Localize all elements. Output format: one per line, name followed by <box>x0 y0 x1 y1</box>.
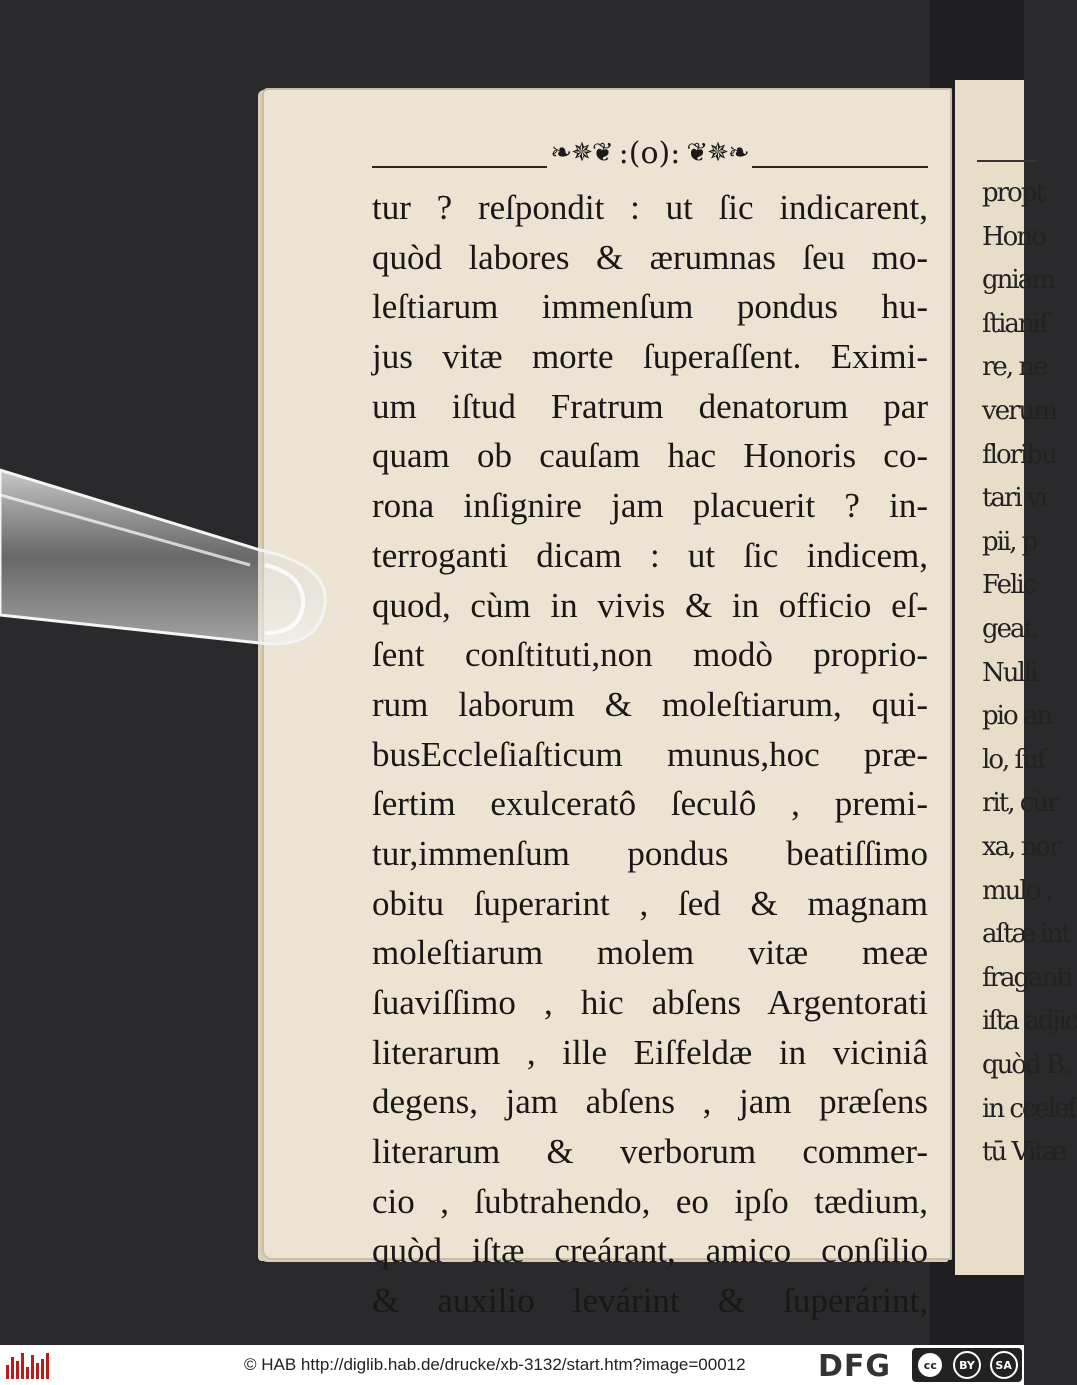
next-page-fragment: propt <box>982 178 1044 208</box>
ornament <box>547 136 752 170</box>
dfg-logo: DFG <box>818 1349 892 1384</box>
right-flourish: ❦✵❧ <box>686 138 749 168</box>
text-line: literarum & verborum commer- <box>372 1132 928 1172</box>
next-page-fragment: tū Vitæ <box>982 1137 1065 1168</box>
next-page-fragment: quòd B. <box>982 1050 1070 1080</box>
text-line: & auxilio levárint & ſuperárint, <box>372 1281 928 1321</box>
next-page-fragment: pio an <box>982 701 1052 732</box>
text-line: um iſtud Fratrum denatorum par <box>372 386 928 426</box>
next-page-fragment: tari vi <box>982 483 1046 514</box>
next-page-fragment: re, ne <box>982 352 1047 383</box>
text-line: ſuaviſſimo , hic abſens Argentorati <box>372 983 928 1022</box>
text-line: tur ? reſpondit : ut ſic indicarent, <box>372 188 928 227</box>
text-line: degens, jam abſens , jam præſens <box>372 1082 928 1122</box>
next-page-fragment: pii, p <box>982 526 1037 557</box>
text-line: quod, cùm in vivis & in officio eſ- <box>372 585 928 625</box>
next-page-fragment: geat. <box>982 614 1039 644</box>
text-line: ſertim exulceratô ſeculô , premi- <box>372 784 928 824</box>
text-line: moleſtiarum molem vitæ meæ <box>372 933 928 973</box>
footer-bar <box>0 1345 1024 1385</box>
next-page-edge <box>955 80 1077 1275</box>
next-page-fragment: Hono <box>982 221 1045 252</box>
text-line: terroganti dicam : ut ſic indicem, <box>372 535 928 575</box>
next-page-fragment: fraganti <box>982 962 1072 993</box>
sa-icon: SA <box>990 1351 1018 1379</box>
next-page-fragment: Felic <box>982 570 1036 601</box>
text-line: literarum , ille Eiſfeldæ in viciniâ <box>372 1032 928 1072</box>
text-line: busEccleſiaſticum munus,hoc præ- <box>372 734 928 774</box>
text-line: quòd iſtæ creárant, amico conſilio <box>372 1231 928 1271</box>
text-line: tur,immenſum pondus beatiſſimo <box>372 833 928 873</box>
next-page-fragment: in cceleſ <box>982 1093 1076 1124</box>
by-icon: BY <box>953 1351 981 1379</box>
text-line: ſent conſtituti,non modò proprio- <box>372 635 928 675</box>
signature-marker: :(o): <box>618 135 681 171</box>
text-line: obitu ſuperarint , ſed & magnam <box>372 883 928 923</box>
text-line: jus vitæ morte ſuperaſſent. Eximi- <box>372 337 928 377</box>
text-line: quam ob cauſam hac Honoris co- <box>372 436 928 476</box>
next-page-fragment: lo, ſuf <box>982 744 1045 775</box>
next-page-fragment: floribu <box>982 439 1056 470</box>
next-page-fragment: iſta adjic <box>982 1006 1077 1037</box>
next-page-fragment: aſtæ int <box>982 919 1070 950</box>
next-page-fragment: rit, cùr <box>982 788 1058 819</box>
cc-license-badge[interactable] <box>912 1348 1022 1382</box>
next-page-fragment: mulo , <box>982 875 1052 906</box>
page-text-block <box>372 183 928 1376</box>
hab-logo-icon <box>6 1351 50 1379</box>
next-page-fragment: verum <box>982 396 1056 426</box>
text-line: leſtiarum immenſum pondus hu- <box>372 287 928 327</box>
next-page-fragment: xa, nor <box>982 832 1060 862</box>
text-line: rum laborum & moleſtiarum, qui- <box>372 684 928 724</box>
next-page-fragment: gniam <box>982 265 1054 296</box>
next-page-fragment: Nulli <box>982 657 1037 688</box>
credit-text: © HAB http://diglib.hab.de/drucke/xb-3132/start.htm?image=00012 <box>244 1355 746 1374</box>
page-header-ornament <box>372 136 928 176</box>
next-page-fragment: ſtianiſ <box>982 308 1047 339</box>
text-line: quòd labores & ærumnas ſeu mo- <box>372 237 928 277</box>
cc-icon: cc <box>916 1351 944 1379</box>
text-line: cio , ſubtrahendo, eo ipſo tædium, <box>372 1181 928 1221</box>
left-flourish: ❧✵❦ <box>550 138 613 168</box>
text-line: rona inſignire jam placuerit ? in- <box>372 486 928 526</box>
next-page-rule <box>977 160 1037 162</box>
